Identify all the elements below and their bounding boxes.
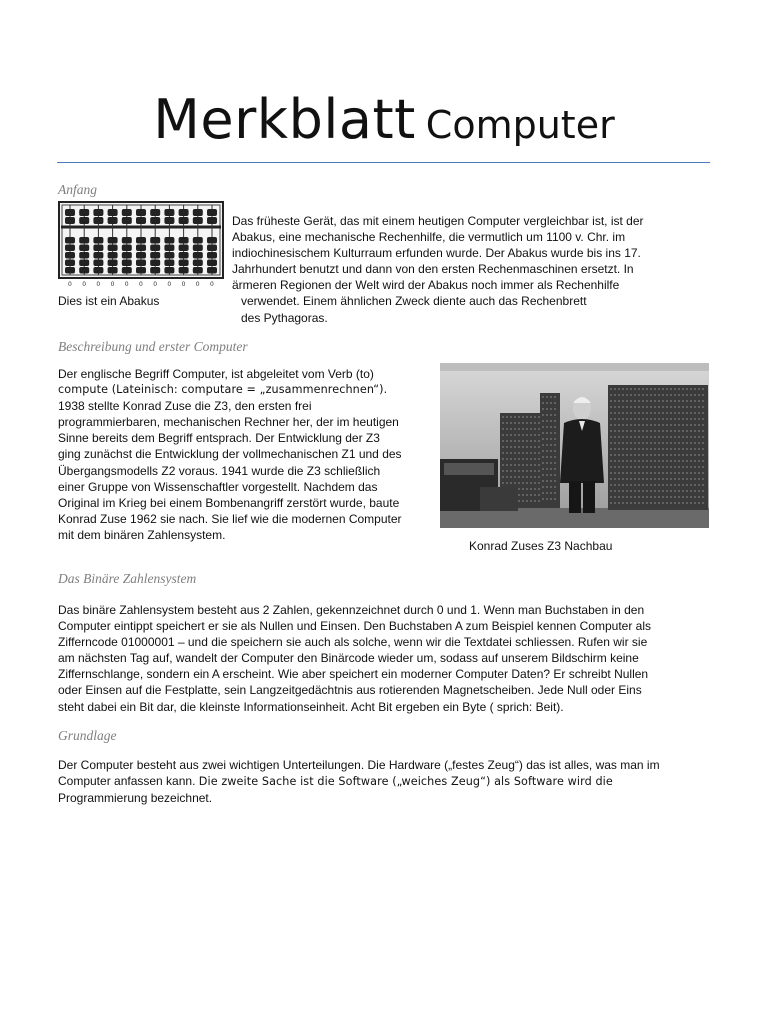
text-line: Jahrhundert benutzt und dann von den ersten Rechenmaschinen ersetzt. In: [232, 262, 634, 277]
abacus-scale-label: 0: [167, 281, 172, 288]
text-line: Sinne bereits dem Begriff entsprach. Der Entwicklung der Z3: [58, 431, 380, 446]
text-line: programmierbaren, mechanischen Rechner her, der im heutigen: [58, 415, 399, 430]
text-segment: Die zweite Sache ist die Software („weiches Zeug“) als Software wird die: [198, 775, 613, 789]
abacus-bead: [122, 252, 132, 259]
text-line: indiochinesischem Kulturraum erfunden wurde. Der Abakus wurde bis ins 17.: [232, 246, 641, 261]
abacus-bead: [179, 260, 189, 267]
abacus-bead: [150, 260, 160, 267]
abacus-bead: [136, 252, 146, 259]
heading-grundlage: Grundlage: [58, 728, 117, 743]
text-line: steht dabei ein Bit dar, die kleinste Informationseinheit. Acht Bit ergeben ein Byte ( sprich: Beit).: [58, 699, 564, 714]
abacus-bead: [193, 260, 203, 267]
abacus-bead: [179, 217, 189, 224]
abacus-bead: [207, 245, 217, 252]
abacus-bead: [108, 260, 118, 267]
abacus-bead: [65, 245, 75, 252]
abacus-bead: [164, 260, 174, 267]
abacus-bead: [179, 252, 189, 259]
text-line: Der Computer besteht aus zwei wichtigen Unterteilungen. Die Hardware („festes Zeug“) das ist alles, was man im: [58, 758, 660, 772]
abacus-bead: [122, 217, 132, 224]
text-line: [58, 773, 660, 790]
heading-beschreibung: Beschreibung und erster Computer: [58, 339, 248, 354]
abacus-bead: [93, 217, 103, 224]
abacus-bead: [93, 267, 103, 274]
abacus-bead: [164, 245, 174, 252]
grundlage-paragraph: [58, 757, 660, 806]
text-line: 1938 stellte Konrad Zuse die Z3, den ersten frei: [58, 399, 312, 414]
abacus-bead: [122, 237, 132, 244]
z3-caption: Konrad Zuses Z3 Nachbau: [469, 539, 613, 553]
abacus-scale-label: 0: [195, 281, 200, 288]
abacus-bead: [65, 260, 75, 267]
abacus-bead: [193, 217, 203, 224]
abacus-bead: [79, 209, 89, 216]
abacus-illustration: [58, 201, 224, 289]
text-line: verwendet. Einem ähnlichen Zweck diente auch das Rechenbrett: [241, 294, 587, 309]
text-line: Original im Krieg bei einem Bombenangriff zerstört wurde, baute: [58, 495, 400, 510]
abacus-bead: [193, 245, 203, 252]
text-line: Das früheste Gerät, das mit einem heutigen Computer vergleichbar ist, ist der: [232, 214, 644, 228]
text-line: Das binäre Zahlensystem besteht aus 2 Zahlen, gekennzeichnet durch 0 und 1. Wenn man Buchstaben in den: [58, 603, 645, 617]
abacus-bead: [93, 252, 103, 259]
abacus-bead: [136, 209, 146, 216]
abacus-bead: [93, 245, 103, 252]
abacus-bead: [150, 237, 160, 244]
text-line: ärmeren Regionen der Welt wird der Abakus noch immer als Rechenhilfe: [232, 278, 620, 293]
abacus-bead: [65, 267, 75, 274]
abacus-bead: [136, 260, 146, 267]
abacus-bead: [164, 252, 174, 259]
abacus-bead: [93, 209, 103, 216]
abacus-scale-label: 0: [153, 281, 158, 288]
abacus-bead: [136, 237, 146, 244]
abacus-bead: [79, 267, 89, 274]
abacus-bead: [150, 267, 160, 274]
abacus-bead: [79, 252, 89, 259]
anfang-paragraph: [232, 213, 644, 326]
abacus-bead: [136, 267, 146, 274]
text-line: Ziffernschlange, sondern ein A erscheint. Wie aber speichert ein moderner Computer Daten? Er schreibt Nullen: [58, 667, 649, 682]
text-line: einer Gruppe von Wissenschaftler vorgestellt. Nachdem das: [58, 479, 378, 494]
text-line: Abakus, eine mechanische Rechenhilfe, die vermutlich um 1100 v. Chr. im: [232, 230, 626, 245]
abacus-bead: [150, 217, 160, 224]
abacus-bead: [193, 252, 203, 259]
abacus-bead: [122, 260, 132, 267]
abacus-bead: [136, 245, 146, 252]
abacus-bead: [65, 209, 75, 216]
abacus-bead: [65, 217, 75, 224]
text-line: Der englische Begriff Computer, ist abgeleitet vom Verb (to): [58, 367, 374, 381]
abacus-bead: [108, 267, 118, 274]
abacus-bead: [108, 252, 118, 259]
abacus-bead: [207, 237, 217, 244]
abacus-scale-label: 0: [124, 281, 129, 288]
text-line: Übergangsmodells Z2 voraus. 1941 wurde die Z3 schließlich: [58, 463, 381, 478]
abacus-bead: [65, 252, 75, 259]
abacus-bead: [65, 237, 75, 244]
text-line: compute (Lateinisch: computare = „zusammenrechnen“).: [58, 383, 388, 397]
heading-anfang: Anfang: [58, 182, 97, 197]
abacus-bead: [108, 237, 118, 244]
abacus-scale-label: 0: [139, 281, 143, 288]
abacus-scale-label: 0: [110, 281, 115, 288]
abacus-scale-label: 0: [210, 281, 214, 288]
abacus-scale-label: 0: [68, 281, 72, 288]
abacus-bead: [150, 245, 160, 252]
abacus-bead: [207, 260, 217, 267]
abacus-bead: [207, 267, 217, 274]
abacus-bead: [122, 209, 132, 216]
abacus-bead: [122, 245, 132, 252]
abacus-bead: [150, 252, 160, 259]
abacus-bead: [164, 267, 174, 274]
abacus-bead: [108, 209, 118, 216]
abacus-bead: [79, 260, 89, 267]
z3-photo: [440, 363, 709, 528]
abacus-bead: [93, 237, 103, 244]
abacus-bead: [108, 217, 118, 224]
abacus-scale-label: 0: [82, 281, 87, 288]
abacus-bead: [193, 237, 203, 244]
abacus-bead: [179, 237, 189, 244]
abacus-bead: [207, 252, 217, 259]
abacus-bead: [122, 267, 132, 274]
binaer-paragraph: [58, 602, 651, 715]
beschreibung-paragraph: [58, 366, 402, 543]
text-line: Konrad Zuse 1962 sie nach. Sie lief wie die modernen Computer: [58, 511, 402, 526]
abacus-bead: [179, 267, 189, 274]
abacus-caption: Dies ist ein Abakus: [58, 294, 160, 308]
text-line: ging zunächst die Entwicklung der vollmechanischen Z1 und des: [58, 447, 402, 462]
abacus-bead: [193, 209, 203, 216]
text-line: Programmierung bezeichnet.: [58, 791, 213, 806]
text-line: Computer eintippt speichert er sie als Nullen und Einsen. Den Buchstaben A zum Beispiel kennen Computer als: [58, 619, 651, 634]
text-line: am nächsten Tag auf, wandelt der Computer den Binärcode wieder um, sodass auf unserem Bildschirm keine: [58, 651, 639, 666]
abacus-bead: [179, 209, 189, 216]
abacus-bead: [164, 237, 174, 244]
abacus-bead: [93, 260, 103, 267]
abacus-scale-label: 0: [96, 281, 101, 288]
abacus-bead: [79, 245, 89, 252]
abacus-bead: [193, 267, 203, 274]
text-segment: Computer anfassen kann.: [58, 774, 196, 789]
abacus-bead: [136, 217, 146, 224]
abacus-bead: [164, 217, 174, 224]
title-divider: [57, 162, 710, 163]
abacus-bead: [207, 209, 217, 216]
heading-binaer: Das Binäre Zahlensystem: [58, 571, 197, 586]
text-line: mit dem binären Zahlensystem.: [58, 527, 226, 542]
title-sub: Computer: [425, 103, 615, 147]
title-main: Merkblatt: [153, 88, 416, 151]
text-line: oder Einsen auf die Festplatte, sein Langzeitgedächtnis aus rotierenden Magnetscheiben. Jede Null oder Eins: [58, 683, 642, 698]
abacus-bead: [150, 209, 160, 216]
abacus-bead: [79, 237, 89, 244]
abacus-bead: [79, 217, 89, 224]
abacus-bead: [108, 245, 118, 252]
text-line: Zifferncode 01000001 – und die speichern sie auch als solche, wenn wir die Textdatei schliessen. Rufen wir sie: [58, 635, 648, 650]
text-line: des Pythagoras.: [241, 310, 328, 325]
abacus-bead: [179, 245, 189, 252]
page-title: [0, 88, 768, 151]
abacus-scale-label: 0: [181, 281, 186, 288]
abacus-bead: [207, 217, 217, 224]
abacus-bead: [164, 209, 174, 216]
